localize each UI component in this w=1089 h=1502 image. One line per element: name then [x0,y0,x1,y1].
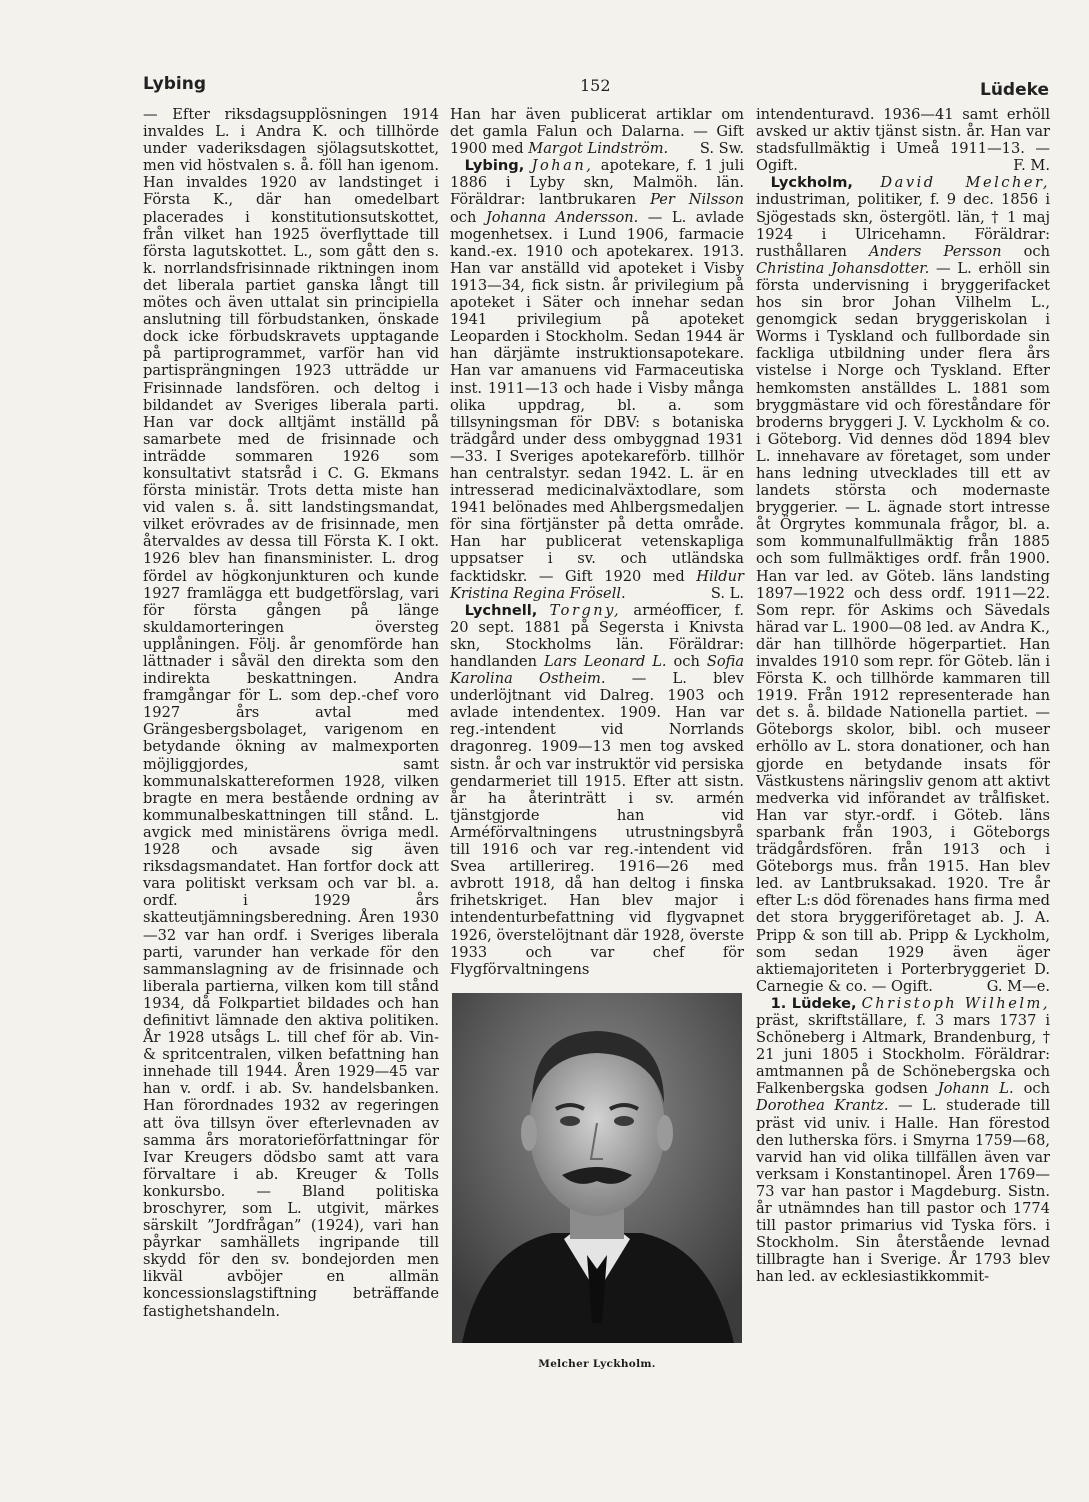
spouse-name: Margot Lindström. [528,140,669,158]
continued-entry: intendenturavd. 1936—41 samt erhöll avsked ur aktiv tjänst sistn. år. Han var stadsfullmäktig i Umeå 1911—13. — Ogift. F. M. [756,106,1050,175]
entry-headword: Lyckholm, [770,174,853,192]
entry-given-name: Torgny, [549,601,622,619]
author-signature: S. Sw. [699,140,744,158]
continued-entry: Han har även publicerat artiklar om det gamla Falun och Dalarna. — Gift 1900 med Margot Lindström. S. Sw. [450,106,744,158]
author-signature: F. M. [1013,157,1050,175]
column-2 [450,106,744,978]
entry-ludeke: 1. Lüdeke, Christoph Wilhelm, präst, skriftställare, f. 3 mars 1737 i Schöneberg i Altmark, Brandenburg, † 21 juni 1805 i Stockholm. Föräldrar: amtmannen på de Schönebergska och Falkenbergska godsen Johann L. och Dorothea Krantz. — L. studerade till präst vid univ. i Halle. Han förestod den lutherska förs. i Smyrna 1759—68, varvid han vid olika tillfällen även var verksam i Konstantinopel. Åren 1769—73 var han pastor i Magdeburg. Sistn. år utnämndes han till pastor och 1774 till pastor primarius vid Tyska förs. i Stockholm. Sin återstående levnad tillbragte han i Sverige. År 1793 blev han led. av ecklesiastikkommit- [756,994,1050,1286]
running-head-right: Lüdeke [979,80,1049,100]
portrait-illustration [452,993,742,1343]
entry-headword: Lybing, [464,157,525,175]
entry-lyckholm: Lyckholm, David Melcher, industriman, politiker, f. 9 dec. 1856 i Sjögestads skn, östergötl. län, † 1 maj 1924 i Ulricehamn. Föräldrar: rusthållaren Anders Persson och Christina Johansdotter. — L. erhöll sin första undervisning i bryggerifacket hos sin bror Johan Vilhelm L., genomgick sedan bryggeriskolan i Worms i Tyskland och fullbordade sin fackliga utbildning under flera års vistelse i Norge och Tyskland. Efter hemkomsten anställdes L. 1881 som bryggmästare vid och föreståndare för broderns bryggeri J. V. Lyckholm & co. i Göteborg. Vid dennes död 1894 blev L. innehavare av företaget, som under hans ledning utvecklades till ett av landets största och modernaste bryggerier. — L. ägnade stort intresse åt Örgrytes kommunala frågor, bl. a. som kommunalfullmäktig från 1885 och som fullmäktiges ordf. från 1900. Han var led. av Göteb. läns landsting 1897—1922 och dess ordf. 1911—22. Som repr. för Askims och Sävedals härad var L. 1900—08 led. av Andra K., där han tillhörde högerpartiet. Han invaldes 1910 som repr. för Göteb. län i Första K. och tillhörde kammaren till 1919. Från 1912 representerade han det s. å. bildade Nationella partiet. — Göteborgs skolor, bibl. och museer erhöllo av L. stora donationer, och han gjorde en betydande insats för Västkustens näringsliv genom att aktivt medverka vid införandet av trålfisket. Han var styr.-ordf. i Göteb. läns sparbank från 1903, i Göteborgs trädgårdsfören. från 1913 och i Göteborgs mus. från 1915. Han blev led. av Lantbruksakad. 1920. Tre år efter L:s död förenades hans firma med det stora bryggeriföretaget ab. J. A. Pripp & son till ab. Pripp & Lyckholm, som sedan 1929 även äger aktiemajoriteten i Porterbryggeriet D. Carnegie & co. — Ogift. G. M—e. [756,174,1051,995]
entry-lybing: Lybing, Johan, apotekare, f. 1 juli 1886 i Lyby skn, Malmöh. län. Föräldrar: lantbrukaren Per Nilsson och Johanna Andersson. — L. avlade mogenhetsex. i Lund 1906, farmacie kand.-ex. 1910 och apotekarex. 1913. Han var anställd vid apoteket i Visby 1913—34, fick sistn. år privilegium på apoteket i Säter och innehar sedan 1941 privilegium på apoteket Leoparden i Stockholm. Sedan 1944 är han därjämte instruktionsapotekare. Han var amanuens vid Farmaceutiska inst. 1911—13 och hade i Visby många olika uppdrag, bl. a. som tillsyningsman för DBV: s botaniska trädgård under dess ombyggnad 1931—33. I Sveriges apotekareförb. tillhör han centralstyr. sedan 1942. L. är en intresserad medicinalväxtodlare, som 1941 belönades med Ahlbergsmedaljen för sina förtjänster på detta område. Han har publicerat vetenskapliga uppsatser i sv. och utländska facktidskr. — Gift 1920 med Hildur Kristina Regina Frösell. S. L. [450,157,745,602]
author-signature: S. L. [710,584,744,602]
entry-headword: 1. Lüdeke, [770,994,857,1012]
column-3 [756,106,1050,1285]
entry-headword: Lychnell, [464,601,538,619]
column-1 [143,106,439,1320]
entry-given-name: Christoph Wilhelm, [861,994,1050,1012]
page-number: 152 [580,76,611,95]
author-signature: G. M—e. [986,977,1050,995]
photo-caption: Melcher Lyckholm. [538,1358,656,1370]
entry-given-name: David Melcher, [880,174,1051,192]
running-head-left: Lybing [143,74,207,94]
entry-given-name: Johan, [531,157,594,175]
entry-lychnell: Lychnell, Torgny, arméofficer, f. 20 sept. 1881 på Segersta i Knivsta skn, Stockholms län. Föräldrar: handlanden Lars Leonard L. och Sofia Karolina Ostheim. — L. blev underlöjtnant vid Dalreg. 1903 och avlade intendentex. 1909. Han var reg.-intendent vid Norrlands dragonreg. 1909—13 men tog avsked sistn. år och var instruktör vid persiska gendarmeriet till 1915. Efter att sistn. år ha återinträtt i sv. armén tjänstgjorde han vid Arméförvaltningens utrustningsbyrå till 1916 och var reg.-intendent vid Svea artillerireg. 1916—26 med avbrott 1918, då han deltog i finska frihetskriget. Han blev major i intendenturbefattning vid flygvapnet 1926, överstelöjtnant där 1928, överste 1933 och var chef för Flygförvaltningens [450,601,745,978]
portrait-photo [452,993,742,1343]
column-1-text: — Efter riksdagsupplösningen 1914 invaldes L. i Andra K. och tillhörde under vaderiksdagen sjölagsutskottet, men vid höstvalen s. å. föll han igenom. Han invaldes 1920 av landstinget i Första K., där han omedelbart placerades i konstitutionsutskottet, från vilket han 1925 överflyttade till första lagutskottet. L., som gått den s. k. norrlandsfrisinnade riktningen inom det liberala partiet ganska långt till mötes och även uttalat sin principiella anslutning till förbudstanken, önskade dock icke förbudskravets upptagande på partiprogrammet, varför han vid partisprängningen 1923 utträdde ur Frisinnade landsfören. och deltog i bildandet av Sveriges liberala parti. Han var dock alltjämt inställd på samarbete med de frisinnade och inträdde sommaren 1926 som konsultativt statsråd i C. G. Ekmans första ministär. Trots detta miste han vid valen s. å. sitt landstingsmandat, vilket erövrades av de frisinnade, men återvaldes av dessa till Första K. I okt. 1926 blev han finansminister. L. drog fördel av högkonjunkturen och kunde 1927 framlägga ett budgetförslag, vari för första gången på länge skuldamorteringen översteg upplåningen. Följ. år genomförde han lättnader i såväl den direkta som den indirekta beskattningen. Andra framgångar för L. som dep.-chef voro 1927 års avtal med Grängesbergsbolaget, varigenom en betydande ökning av malmexporten möjliggjordes, samt kommunalskattereformen 1928, vilken bragte en mera bestående ordning av kommunalbeskattningen till stånd. L. avgick med ministärens övriga medl. 1928 och avsade sig även riksdagsmandatet. Han fortfor dock att vara politiskt verksam och var bl. a. ordf. i 1929 års skatteutjämningsberedning. Åren 1930—32 var han ordf. i Sveriges liberala parti, varunder han verkade för den sammanslagning av de frisinnade och liberala partierna, vilken kom till stånd 1934, då Folkpartiet bildades och han definitivt lämnade den aktiva politiken. År 1928 utsågs L. till chef för ab. Vin- & spritcentralen, vilken befattning han innehade till 1944. Åren 1929—45 var han v. ordf. i ab. Sv. handelsbanken. Han förordnades 1932 av regeringen att öva tillsyn över efterlevnaden av samma års moratorieförfattningar för Ivar Kreugers dödsbo samt att vara förvaltare i ab. Kreuger & Tolls konkursbo. — Bland politiska broschyrer, som L. utgivit, märkes särskilt ”Jordfrågan” (1924), vari han påyrkar samhällets ingripande till skydd för den sv. bondejorden men likväl avböjer en allmän koncessionslagstiftning beträffande fastighetshandeln. [143,106,439,1320]
